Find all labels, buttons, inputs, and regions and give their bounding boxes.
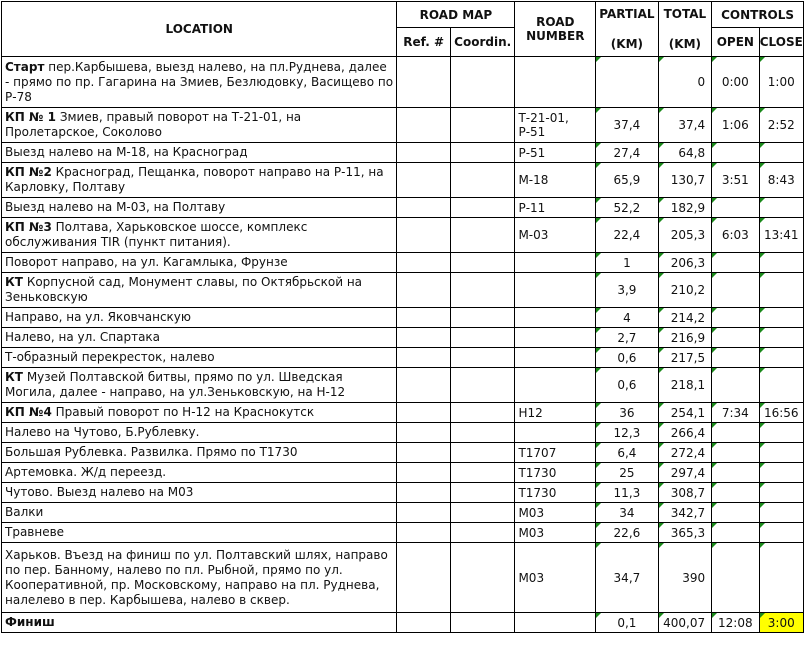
header-road-map: ROAD MAP bbox=[397, 2, 515, 28]
control-close-cell bbox=[759, 543, 803, 613]
control-close-cell bbox=[759, 443, 803, 463]
location-text: Правый поворот по Н-12 на Краснокутск bbox=[51, 405, 315, 419]
road-number-cell: Т1707 bbox=[515, 443, 596, 463]
location-text: Красноград, Пещанка, поворот направо на Р-11, на Карловку, Полтаву bbox=[5, 165, 384, 194]
control-close-cell bbox=[759, 328, 803, 348]
table-row bbox=[2, 463, 804, 483]
coord-cell bbox=[450, 198, 515, 218]
road-number-cell bbox=[515, 348, 596, 368]
location-cell bbox=[2, 503, 397, 523]
partial-km-cell: 27,4 bbox=[596, 143, 659, 163]
control-close-cell bbox=[759, 368, 803, 403]
table-row bbox=[2, 273, 804, 308]
total-km-cell: 205,3 bbox=[658, 218, 711, 253]
partial-km-cell: 34 bbox=[596, 503, 659, 523]
road-number-cell: М03 bbox=[515, 503, 596, 523]
coord-cell bbox=[450, 253, 515, 273]
control-open-cell bbox=[712, 328, 759, 348]
partial-km-cell: 25 bbox=[596, 463, 659, 483]
location-cell bbox=[2, 403, 397, 423]
ref-cell bbox=[397, 57, 450, 108]
control-open-cell bbox=[712, 198, 759, 218]
control-close-cell bbox=[759, 483, 803, 503]
control-open-cell bbox=[712, 483, 759, 503]
ref-cell bbox=[397, 143, 450, 163]
control-open-cell: 6:03 bbox=[712, 218, 759, 253]
location-cell bbox=[2, 108, 397, 143]
total-km-cell: 130,7 bbox=[658, 163, 711, 198]
header-coord: Coordin. bbox=[450, 28, 515, 57]
location-cell bbox=[2, 483, 397, 503]
control-close-cell bbox=[759, 253, 803, 273]
location-text: Травневе bbox=[5, 525, 65, 539]
control-close-cell bbox=[759, 198, 803, 218]
total-km-cell: 37,4 bbox=[658, 108, 711, 143]
table-row bbox=[2, 253, 804, 273]
total-km-cell: 206,3 bbox=[658, 253, 711, 273]
table-row bbox=[2, 523, 804, 543]
table-row bbox=[2, 443, 804, 463]
checkpoint-label: КП № 1 bbox=[5, 110, 56, 124]
road-number-cell: Р-11 bbox=[515, 198, 596, 218]
control-close-cell: 3:00 bbox=[759, 613, 803, 633]
total-km-cell: 218,1 bbox=[658, 368, 711, 403]
control-open-cell: 12:08 bbox=[712, 613, 759, 633]
partial-km-cell: 52,2 bbox=[596, 198, 659, 218]
road-number-cell bbox=[515, 613, 596, 633]
ref-cell bbox=[397, 483, 450, 503]
road-number-cell bbox=[515, 308, 596, 328]
road-number-cell: Т1730 bbox=[515, 463, 596, 483]
coord-cell bbox=[450, 218, 515, 253]
location-text: Т-образный перекресток, налево bbox=[5, 350, 215, 364]
ref-cell bbox=[397, 328, 450, 348]
table-row bbox=[2, 423, 804, 443]
table-row bbox=[2, 543, 804, 613]
road-number-cell bbox=[515, 423, 596, 443]
partial-km-cell: 1 bbox=[596, 253, 659, 273]
total-km-cell: 214,2 bbox=[658, 308, 711, 328]
partial-km-cell: 65,9 bbox=[596, 163, 659, 198]
location-text: Выезд налево на М-18, на Красноград bbox=[5, 145, 248, 159]
control-close-cell: 8:43 bbox=[759, 163, 803, 198]
header-controls: CONTROLS bbox=[712, 2, 804, 28]
location-text: Артемовка. Ж/д переезд. bbox=[5, 465, 167, 479]
partial-km-cell: 2,7 bbox=[596, 328, 659, 348]
total-km-cell: 182,9 bbox=[658, 198, 711, 218]
location-text: Валки bbox=[5, 505, 44, 519]
location-text: Налево, на ул. Спартака bbox=[5, 330, 161, 344]
partial-km-cell: 0,6 bbox=[596, 348, 659, 368]
location-cell bbox=[2, 463, 397, 483]
location-cell bbox=[2, 198, 397, 218]
coord-cell bbox=[450, 613, 515, 633]
total-km-cell: 297,4 bbox=[658, 463, 711, 483]
coord-cell bbox=[450, 273, 515, 308]
total-km-cell: 216,9 bbox=[658, 328, 711, 348]
coord-cell bbox=[450, 463, 515, 483]
coord-cell bbox=[450, 108, 515, 143]
coord-cell bbox=[450, 328, 515, 348]
control-open-cell bbox=[712, 523, 759, 543]
total-km-cell: 390 bbox=[658, 543, 711, 613]
location-text: Корпусной сад, Монумент славы, по Октябрьской на Зеньковскую bbox=[5, 275, 363, 304]
road-number-cell bbox=[515, 368, 596, 403]
road-number-cell: Р-51 bbox=[515, 143, 596, 163]
control-open-cell bbox=[712, 348, 759, 368]
control-open-cell: 0:00 bbox=[712, 57, 759, 108]
control-open-cell: 7:34 bbox=[712, 403, 759, 423]
location-cell bbox=[2, 368, 397, 403]
control-close-cell: 13:41 bbox=[759, 218, 803, 253]
road-number-cell: М03 bbox=[515, 523, 596, 543]
total-km-cell: 272,4 bbox=[658, 443, 711, 463]
road-number-cell bbox=[515, 328, 596, 348]
location-cell bbox=[2, 308, 397, 328]
location-cell bbox=[2, 543, 397, 613]
location-cell bbox=[2, 143, 397, 163]
control-open-cell bbox=[712, 143, 759, 163]
ref-cell bbox=[397, 613, 450, 633]
road-number-cell bbox=[515, 273, 596, 308]
control-open-cell: 1:06 bbox=[712, 108, 759, 143]
partial-km-cell: 12,3 bbox=[596, 423, 659, 443]
location-text: Поворот направо, на ул. Кагамлыка, Фрунзе bbox=[5, 255, 288, 269]
partial-km-cell: 37,4 bbox=[596, 108, 659, 143]
total-km-cell: 254,1 bbox=[658, 403, 711, 423]
road-number-cell: М-18 bbox=[515, 163, 596, 198]
table-row bbox=[2, 328, 804, 348]
ref-cell bbox=[397, 503, 450, 523]
coord-cell bbox=[450, 57, 515, 108]
total-km-cell: 365,3 bbox=[658, 523, 711, 543]
table-row bbox=[2, 57, 804, 108]
control-open-cell bbox=[712, 368, 759, 403]
road-number-cell: М03 bbox=[515, 543, 596, 613]
coord-cell bbox=[450, 163, 515, 198]
location-text: Большая Рублевка. Развилка. Прямо по Т1730 bbox=[5, 445, 298, 459]
partial-km-cell: 3,9 bbox=[596, 273, 659, 308]
ref-cell bbox=[397, 348, 450, 368]
location-text: Направо, на ул. Яковчанскую bbox=[5, 310, 191, 324]
location-cell bbox=[2, 613, 397, 633]
coord-cell bbox=[450, 348, 515, 368]
control-close-cell bbox=[759, 143, 803, 163]
control-close-cell: 16:56 bbox=[759, 403, 803, 423]
control-open-cell bbox=[712, 423, 759, 443]
ref-cell bbox=[397, 443, 450, 463]
total-km-cell: 64,8 bbox=[658, 143, 711, 163]
total-km-cell: 210,2 bbox=[658, 273, 711, 308]
coord-cell bbox=[450, 143, 515, 163]
table-row bbox=[2, 163, 804, 198]
partial-km-cell: 0,1 bbox=[596, 613, 659, 633]
coord-cell bbox=[450, 523, 515, 543]
coord-cell bbox=[450, 403, 515, 423]
location-text: пер.Карбышева, выезд налево, на пл.Руднева, далее - прямо по пр. Гагарина на Змиев, Безлюдовку, Васищево по Р-78 bbox=[5, 59, 394, 104]
control-open-cell bbox=[712, 503, 759, 523]
header-location: LOCATION bbox=[2, 2, 397, 57]
coord-cell bbox=[450, 503, 515, 523]
control-open-cell bbox=[712, 463, 759, 483]
ref-cell bbox=[397, 218, 450, 253]
control-close-cell: 2:52 bbox=[759, 108, 803, 143]
road-number-cell: Т-21-01, Р-51 bbox=[515, 108, 596, 143]
control-close-cell bbox=[759, 523, 803, 543]
road-number-cell bbox=[515, 57, 596, 108]
road-number-cell: М-03 bbox=[515, 218, 596, 253]
table-row bbox=[2, 483, 804, 503]
coord-cell bbox=[450, 368, 515, 403]
ref-cell bbox=[397, 163, 450, 198]
road-number-cell: Н12 bbox=[515, 403, 596, 423]
control-close-cell bbox=[759, 463, 803, 483]
ref-cell bbox=[397, 523, 450, 543]
road-number-cell: Т1730 bbox=[515, 483, 596, 503]
control-open-cell bbox=[712, 273, 759, 308]
header-ref: Ref. # bbox=[397, 28, 450, 57]
total-km-cell: 217,5 bbox=[658, 348, 711, 368]
location-text: Харьков. Въезд на финиш по ул. Полтавский шлях, направо по пер. Банному, налево по пл. Рыбной, прямо по ул. Кооперативной, пр. Московскому, направо на пл. Руднева, налелево в пер. Карбышева, налево в сквер. bbox=[5, 547, 388, 607]
table-row bbox=[2, 308, 804, 328]
checkpoint-label: Старт bbox=[5, 59, 45, 74]
location-cell bbox=[2, 523, 397, 543]
total-km-cell: 342,7 bbox=[658, 503, 711, 523]
ref-cell bbox=[397, 423, 450, 443]
table-row bbox=[2, 503, 804, 523]
location-text: Выезд налево на М-03, на Полтаву bbox=[5, 200, 226, 214]
location-text: Музей Полтавской битвы, прямо по ул. Шведская Могила, далее - направо, на ул.Зеньковскую, на Н-12 bbox=[5, 370, 346, 399]
checkpoint-label: КП №2 bbox=[5, 165, 52, 179]
route-table bbox=[1, 1, 804, 633]
control-close-cell bbox=[759, 503, 803, 523]
ref-cell bbox=[397, 273, 450, 308]
location-cell bbox=[2, 218, 397, 253]
total-km-cell: 308,7 bbox=[658, 483, 711, 503]
checkpoint-label: КП №3 bbox=[5, 220, 52, 234]
partial-km-cell: 11,3 bbox=[596, 483, 659, 503]
coord-cell bbox=[450, 308, 515, 328]
location-text: Чутово. Выезд налево на М03 bbox=[5, 485, 194, 499]
road-number-cell bbox=[515, 253, 596, 273]
header-close: CLOSE bbox=[759, 28, 803, 57]
partial-km-cell bbox=[596, 57, 659, 108]
table-row bbox=[2, 613, 804, 633]
coord-cell bbox=[450, 423, 515, 443]
table-row bbox=[2, 108, 804, 143]
location-text: Налево на Чутово, Б.Рублевку. bbox=[5, 425, 200, 439]
ref-cell bbox=[397, 368, 450, 403]
location-cell bbox=[2, 163, 397, 198]
location-cell bbox=[2, 443, 397, 463]
checkpoint-label: КП №4 bbox=[5, 405, 52, 419]
header-total: TOTAL (KM) bbox=[658, 2, 711, 57]
coord-cell bbox=[450, 483, 515, 503]
partial-km-cell: 22,6 bbox=[596, 523, 659, 543]
partial-km-cell: 6,4 bbox=[596, 443, 659, 463]
partial-km-cell: 34,7 bbox=[596, 543, 659, 613]
checkpoint-label: КТ bbox=[5, 275, 23, 289]
partial-km-cell: 4 bbox=[596, 308, 659, 328]
table-row bbox=[2, 198, 804, 218]
control-open-cell bbox=[712, 308, 759, 328]
location-text: Змиев, правый поворот на Т-21-01, на Пролетарское, Соколово bbox=[5, 110, 302, 139]
control-close-cell: 1:00 bbox=[759, 57, 803, 108]
control-open-cell bbox=[712, 443, 759, 463]
location-cell bbox=[2, 348, 397, 368]
total-km-cell: 266,4 bbox=[658, 423, 711, 443]
location-cell bbox=[2, 57, 397, 108]
header-partial: PARTIAL (KM) bbox=[596, 2, 659, 57]
location-cell bbox=[2, 253, 397, 273]
total-km-cell: 0 bbox=[658, 57, 711, 108]
control-close-cell bbox=[759, 308, 803, 328]
coord-cell bbox=[450, 543, 515, 613]
partial-km-cell: 0,6 bbox=[596, 368, 659, 403]
table-row bbox=[2, 218, 804, 253]
location-cell bbox=[2, 423, 397, 443]
control-open-cell bbox=[712, 253, 759, 273]
control-close-cell bbox=[759, 273, 803, 308]
header-open: OPEN bbox=[712, 28, 759, 57]
control-open-cell bbox=[712, 543, 759, 613]
location-cell bbox=[2, 328, 397, 348]
checkpoint-label: Финиш bbox=[5, 615, 55, 629]
ref-cell bbox=[397, 253, 450, 273]
partial-km-cell: 36 bbox=[596, 403, 659, 423]
route-rows bbox=[2, 57, 804, 633]
table-row bbox=[2, 348, 804, 368]
location-text: Полтава, Харьковское шоссе, комплекс обслуживания TIR (пункт питания). bbox=[5, 220, 308, 249]
location-cell bbox=[2, 273, 397, 308]
ref-cell bbox=[397, 108, 450, 143]
partial-km-cell: 22,4 bbox=[596, 218, 659, 253]
table-row bbox=[2, 143, 804, 163]
control-open-cell: 3:51 bbox=[712, 163, 759, 198]
total-km-cell: 400,07 bbox=[658, 613, 711, 633]
table-row bbox=[2, 368, 804, 403]
header-road-number: ROAD NUMBER bbox=[515, 2, 596, 57]
ref-cell bbox=[397, 463, 450, 483]
checkpoint-label: КТ bbox=[5, 370, 23, 384]
control-close-cell bbox=[759, 348, 803, 368]
control-close-cell bbox=[759, 423, 803, 443]
table-row bbox=[2, 403, 804, 423]
ref-cell bbox=[397, 543, 450, 613]
ref-cell bbox=[397, 403, 450, 423]
ref-cell bbox=[397, 198, 450, 218]
ref-cell bbox=[397, 308, 450, 328]
coord-cell bbox=[450, 443, 515, 463]
